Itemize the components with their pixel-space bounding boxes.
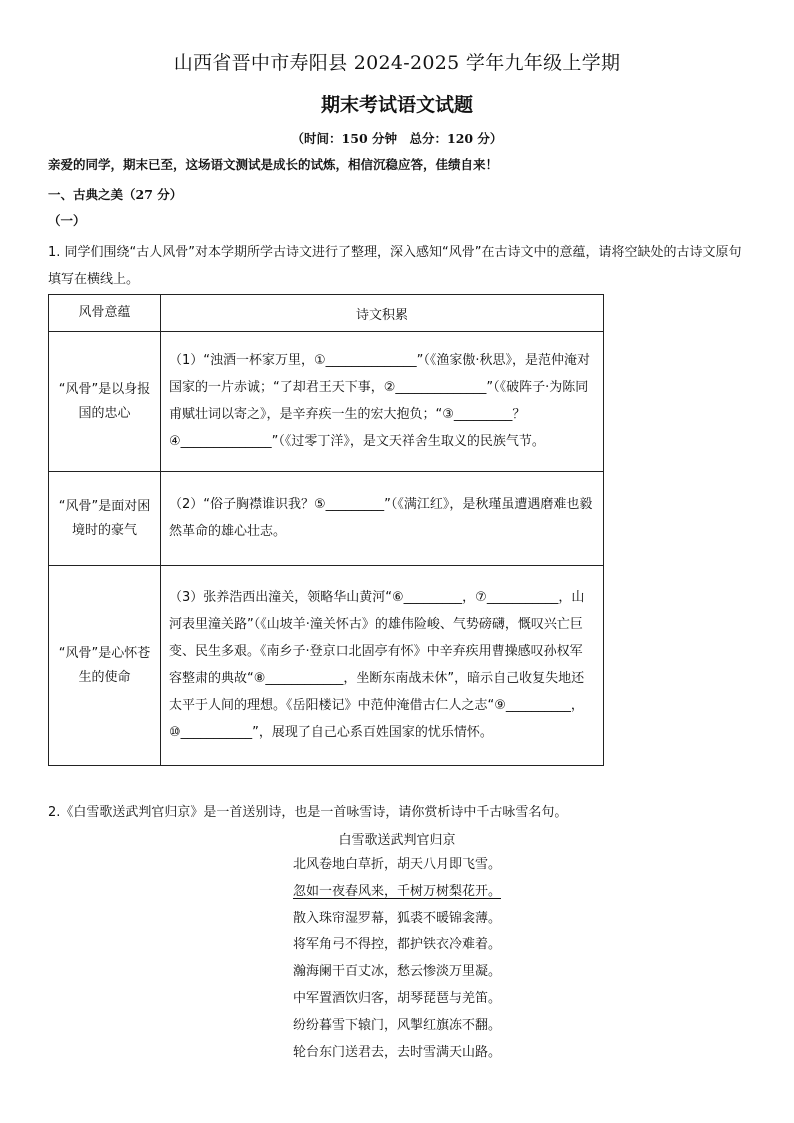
poem-line: 纷纷暮雪下辕门，风掣红旗冻不翻。: [292, 1017, 501, 1033]
poem-line: 瀚海阑干百丈冰，愁云惨淡万里凝。: [292, 964, 501, 980]
section-heading: 一、古典之美（27 分）: [48, 187, 183, 202]
exam-title-line1: 山西省晋中市寿阳县 2024-2025 学年九年级上学期: [173, 52, 621, 74]
poetry-table: [48, 294, 604, 766]
table-header-meaning: 风骨意蕴: [49, 295, 161, 332]
sub-section-heading: （一）: [48, 213, 86, 228]
poem-line: 北风卷地白草折，胡天八月即飞雪。: [292, 857, 501, 872]
table-header-row: [49, 295, 604, 332]
exam-time-score: （时间：150 分钟 总分：120 分）: [291, 131, 503, 146]
table-cell-meaning: “风骨”是心怀苍生的使命: [49, 566, 161, 766]
greeting-text: 亲爱的同学，期末已至，这场语文测试是成长的试炼，相信沉稳应答，佳绩自来！: [48, 157, 499, 172]
poem-line-underlined: 忽如一夜春风来，千树万树梨花开。: [292, 883, 501, 899]
poem-title: 白雪歌送武判官归京: [338, 833, 456, 848]
table-cell-meaning: “风骨”是以身报国的忠心: [49, 332, 161, 472]
table-row: [49, 566, 604, 766]
table-row: [49, 472, 604, 566]
exam-title-line2: 期末考试语文试题: [320, 94, 473, 116]
table-header-poems: 诗文积累: [161, 295, 604, 332]
poem-line: 将军角弓不得控，都护铁衣冷难着。: [292, 937, 501, 953]
question-2-prompt: 2.《白雪歌送武判官归京》是一首送别诗，也是一首咏雪诗，请你赏析诗中千古咏雪名句。: [48, 805, 568, 820]
table-cell-poems: （3）张养浩西出潼关，领略华山黄河“⑥_________，⑦___________，山河表里潼关路”（《山坡羊·潼关怀古》的雄伟险峻、气势磅礴，慨叹兴亡巨变、民生多艰。《南乡子·登京口北固亭有怀》中辛弃疾用曹操感叹孙权军容整肃的典故“⑧____________，坐断东南战未休”，暗示自己收复失地还太平于人间的理想。《岳阳楼记》中范仲淹借古仁人之志“⑨__________，⑩___________”，展现了自己心系百姓国家的忧乐情怀。: [161, 566, 604, 766]
poem-line: 散入珠帘湿罗幕，狐裘不暖锦衾薄。: [292, 910, 501, 926]
table-cell-meaning: “风骨”是面对困境时的豪气: [49, 472, 161, 566]
poem-line: 中军置酒饮归客，胡琴琵琶与羌笛。: [292, 990, 501, 1006]
table-row: [49, 332, 604, 472]
poem-body: [0, 852, 794, 1066]
question-1-prompt: 1. 同学们围绕“古人风骨”对本学期所学古诗文进行了整理，深入感知“风骨”在古诗文中的意蕴，请将空缺处的古诗文原句填写在横线上。: [48, 245, 742, 287]
table-cell-poems: （2）“俗子胸襟谁识我？⑤_________”（《满江红》，是秋瑾虽遭遇磨难也毅然革命的雄心壮志。: [161, 472, 604, 566]
poem-line: 轮台东门送君去，去时雪满天山路。: [292, 1044, 501, 1060]
table-cell-poems: （1）“浊酒一杯家万里，①______________”（《渔家傲·秋思》，是范仲淹对国家的一片赤诚；“了却君王天下事，②______________”（《破阵子·为陈同甫赋壮词以寄之》，是辛弃疾一生的宏大抱负；“③_________？④______________”（《过零丁洋》，是文天祥舍生取义的民族气节。: [161, 332, 604, 472]
